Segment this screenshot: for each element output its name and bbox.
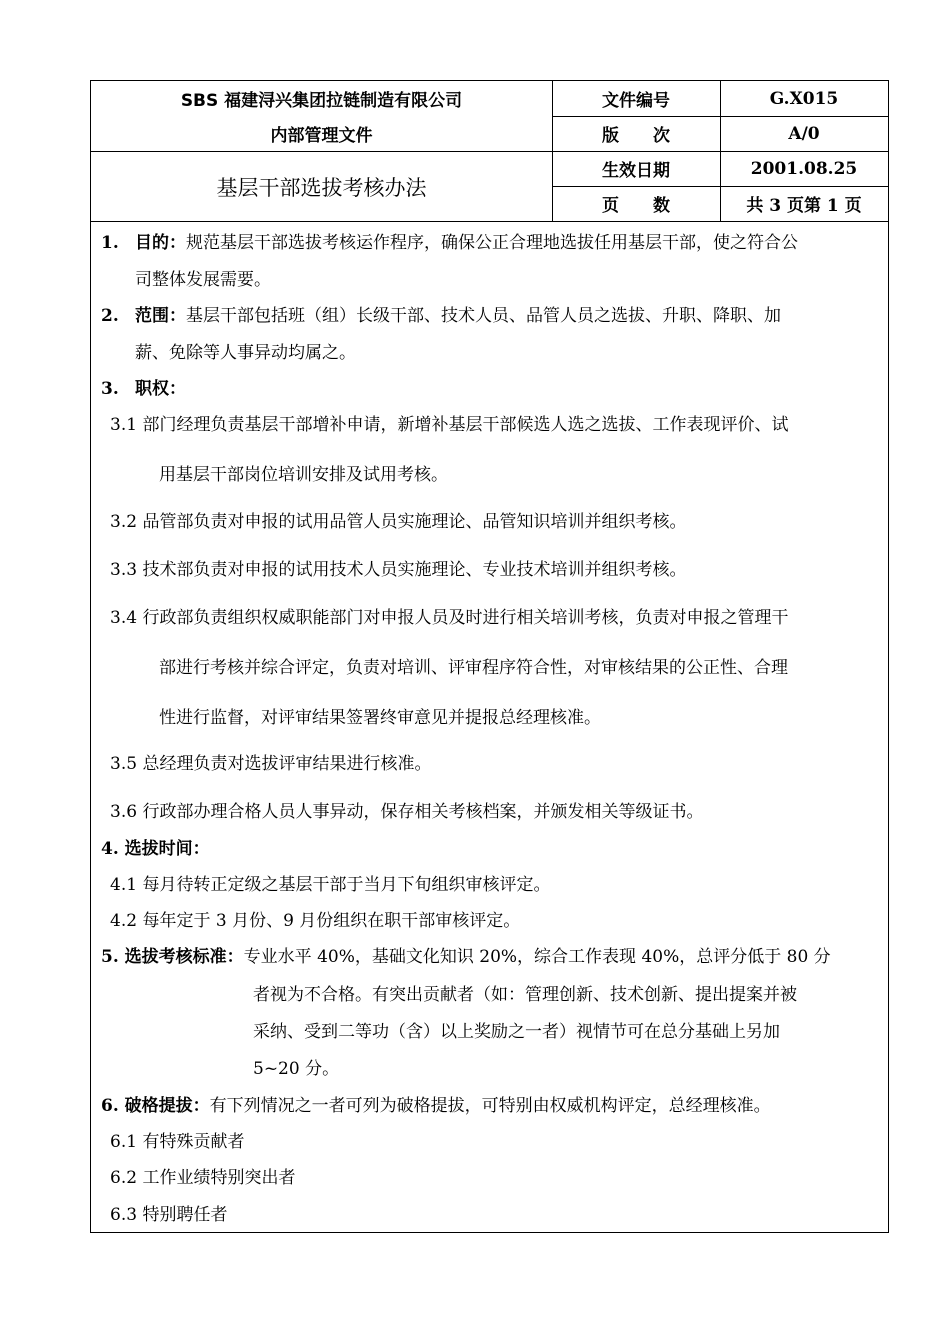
- document-header: [91, 81, 888, 222]
- section-label: 范围：: [135, 306, 186, 326]
- doc-number-label: 文件编号: [602, 91, 670, 111]
- item-text: 4.2 每年定于 3 月份、9 月份组织在职干部审核评定。: [110, 911, 521, 931]
- section-number: 3.: [101, 379, 119, 399]
- item-text: 部进行考核并综合评定，负责对培训、评审程序符合性，对审核结果的公正性、合理: [159, 658, 788, 678]
- item-text: 4.1 每月待转正定级之基层干部于当月下旬组织审核评定。: [110, 875, 551, 895]
- doc-number-value: G.X015: [769, 88, 839, 109]
- item-text: 3.4 行政部负责组织权威职能部门对申报人员及时进行相关培训考核，负责对申报之管理干: [110, 608, 789, 628]
- section-text: 司整体发展需要。: [135, 270, 271, 290]
- section-text: 有下列情况之一者可列为破格提拔，可特别由权威机构评定，总经理核准。: [209, 1096, 771, 1116]
- section-text: 专业水平 40%，基础文化知识 20%，综合工作表现 40%，总评分低于 80 分: [243, 947, 831, 967]
- document-frame: [90, 80, 889, 1233]
- company-name: SBS 福建浔兴集团拉链制造有限公司: [180, 91, 463, 111]
- item-text: 6.1 有特殊贡献者: [110, 1132, 245, 1152]
- page-count-label: 页 数: [602, 196, 670, 216]
- version-label: 版 次: [602, 126, 670, 146]
- section-text: 采纳、受到二等功（含）以上奖励之一者）视情节可在总分基础上另加: [253, 1022, 780, 1042]
- section-text: 者视为不合格。有突出贡献者（如：管理创新、技术创新、提出提案并被: [253, 985, 797, 1005]
- item-text: 用基层干部岗位培训安排及试用考核。: [159, 465, 448, 485]
- section-text: 5~20 分。: [253, 1059, 340, 1079]
- section-label: 5. 选拔考核标准：: [101, 947, 244, 967]
- item-text: 性进行监督，对评审结果签署终审意见并提报总经理核准。: [159, 708, 601, 728]
- effective-date-value: 2001.08.25: [750, 158, 858, 179]
- page-title: 基层干部选拔考核办法: [216, 175, 427, 200]
- version-value: A/0: [788, 123, 820, 144]
- section-text: 薪、免除等人事异动均属之。: [135, 343, 356, 363]
- item-text: 3.1 部门经理负责基层干部增补申请，新增补基层干部候选人选之选拔、工作表现评价、试: [110, 415, 789, 435]
- effective-date-label: 生效日期: [602, 161, 670, 181]
- item-text: 6.3 特别聘任者: [110, 1205, 228, 1225]
- section-number: 1.: [101, 233, 119, 253]
- item-text: 3.2 品管部负责对申报的试用品管人员实施理论、品管知识培训并组织考核。: [110, 512, 687, 532]
- section-text: 规范基层干部选拔考核运作程序，确保公正合理地选拔任用基层干部，使之符合公: [186, 233, 798, 253]
- item-text: 6.2 工作业绩特别突出者: [110, 1168, 296, 1188]
- item-text: 3.6 行政部办理合格人员人事异动，保存相关考核档案，并颁发相关等级证书。: [110, 802, 704, 822]
- item-text: 3.5 总经理负责对选拔评审结果进行核准。: [110, 754, 432, 774]
- doc-type: 内部管理文件: [270, 126, 373, 146]
- section-label: 6. 破格提拔：: [101, 1096, 210, 1116]
- section-text: 基层干部包括班（组）长级干部、技术人员、品管人员之选拔、升职、降职、加: [186, 306, 781, 326]
- section-label: 4. 选拔时间：: [101, 839, 210, 859]
- item-text: 3.3 技术部负责对申报的试用技术人员实施理论、专业技术培训并组织考核。: [110, 560, 687, 580]
- section-number: 2.: [101, 306, 119, 326]
- section-label: 目的：: [135, 233, 186, 253]
- section-label: 职权：: [135, 379, 186, 399]
- page-count-value: 共 3 页第 1 页: [746, 196, 862, 216]
